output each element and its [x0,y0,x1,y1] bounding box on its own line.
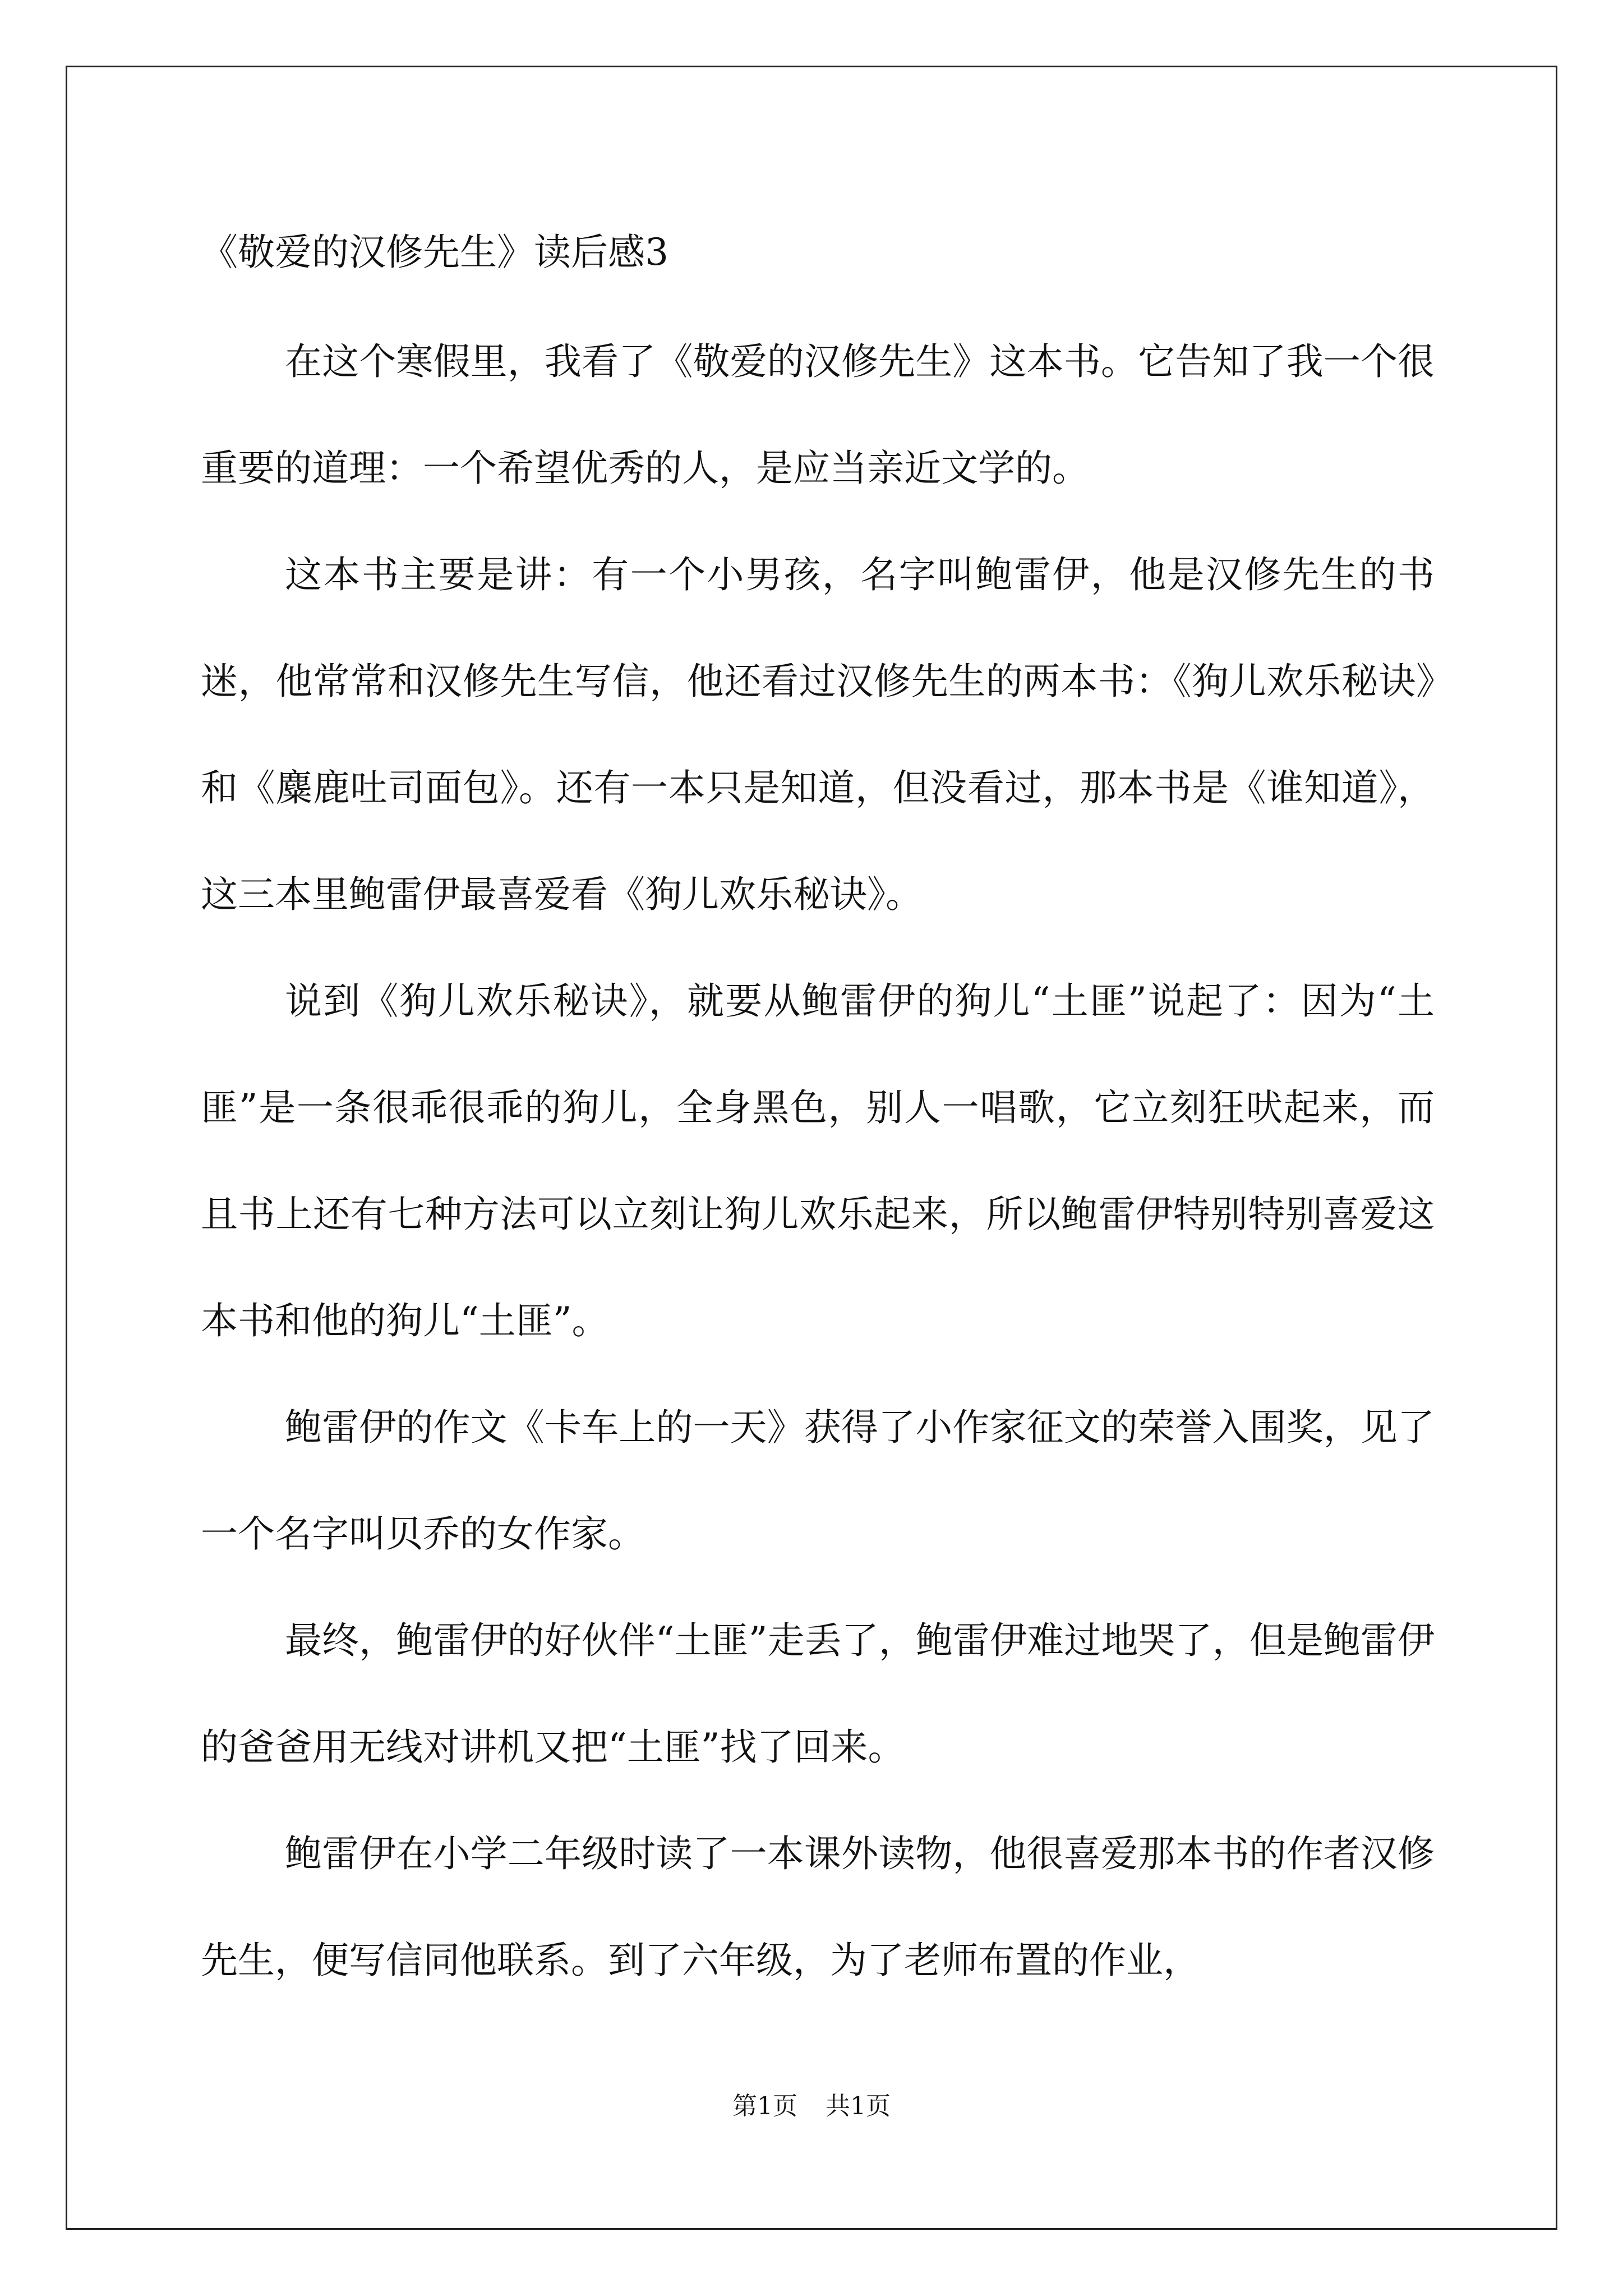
paragraph-2: 这本书主要是讲：有一个小男孩，名字叫鲍雷伊，他是汉修先生的书迷，他常常和汉修先生写信，他还看过汉修先生的两本书：《狗儿欢乐秘诀》和《麋鹿吐司面包》。还有一本只是知道，但没看过，那本书是《谁知道》，这三本里鲍雷伊最喜爱看《狗儿欢乐秘诀》。 [201,553,1435,916]
document-body [201,219,1435,2014]
paragraph-1: 在这个寒假里，我看了《敬爱的汉修先生》这本书。它告知了我一个很重要的道理：一个希望优秀的人，是应当亲近文学的。 [201,340,1435,490]
page-footer [0,2090,1623,2123]
paragraph-3: 说到《狗儿欢乐秘诀》，就要从鲍雷伊的狗儿“土匪”说起了：因为“土匪”是一条很乖很乖的狗儿，全身黑色，别人一唱歌，它立刻狂吠起来，而且书上还有七种方法可以立刻让狗儿欢乐起来，所以鲍雷伊特别特别喜爱这本书和他的狗儿“土匪”。 [201,979,1435,1342]
page-number: 第1页 [732,2092,797,2120]
paragraph-5: 最终，鲍雷伊的好伙伴“土匪”走丢了，鲍雷伊难过地哭了，但是鲍雷伊的爸爸用无线对讲机又把“土匪”找了回来。 [201,1619,1435,1769]
page-count: 共1页 [826,2092,891,2120]
paragraph-4: 鲍雷伊的作文《卡车上的一天》获得了小作家征文的荣誉入围奖，见了一个名字叫贝乔的女作家。 [201,1406,1435,1556]
document-title: 《敬爱的汉修先生》读后感3 [201,231,668,274]
paragraph-6: 鲍雷伊在小学二年级时读了一本课外读物，他很喜爱那本书的作者汉修先生，便写信同他联系。到了六年级，为了老师布置的作业， [201,1832,1435,1982]
